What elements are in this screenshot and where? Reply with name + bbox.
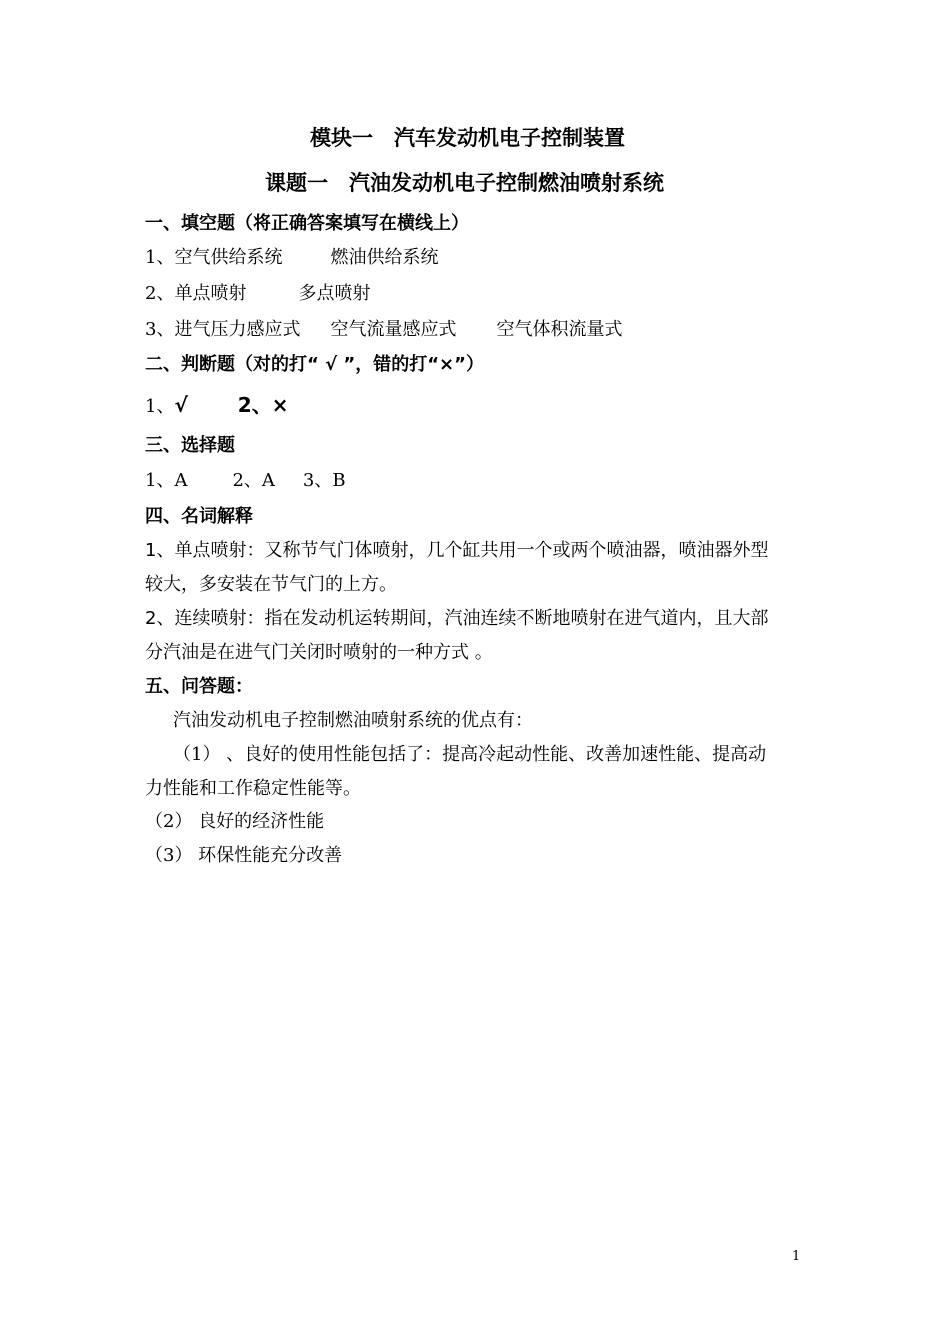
lesson-title: 课题一 汽油发动机电子控制燃油喷射系统 (265, 171, 664, 195)
section-fill-blank-heading: 一、填空题（将正确答案填写在横线上） (145, 213, 469, 234)
answer-text: 2、单点喷射 (145, 283, 247, 304)
answer-text: 1、A (145, 470, 188, 491)
answer-text: 多点喷射 (298, 283, 371, 304)
answer-text: 1、 (145, 396, 175, 417)
module-title: 模块一 汽车发动机电子控制装置 (310, 126, 625, 150)
answer-text: 空气流量感应式 (330, 319, 457, 340)
choice-answers (145, 469, 346, 493)
fill-blank-answer-3 (145, 318, 622, 342)
check-mark: √ (174, 393, 188, 417)
answer-text: 3、进气压力感应式 (145, 319, 301, 340)
answer-text: 2、× (237, 393, 289, 417)
qa-item-1-line-2: 力性能和工作稳定性能等。 (145, 778, 361, 799)
term-1-line-2: 较大，多安装在节气门的上方。 (145, 574, 397, 595)
section-terms-heading: 四、名词解释 (145, 506, 253, 527)
answer-text: 2、A (232, 470, 275, 491)
term-2-line-1: 2、连续喷射：指在发动机运转期间，汽油连续不断地喷射在进气道内，且大部 (145, 608, 769, 629)
section-qa-heading: 五、问答题： (145, 676, 253, 697)
term-1-line-1: 1、单点喷射：又称节气门体喷射，几个缸共用一个或两个喷油器，喷油器外型 (145, 540, 769, 561)
qa-intro: 汽油发动机电子控制燃油喷射系统的优点有： (173, 710, 533, 731)
answer-text: 1、空气供给系统 (145, 247, 283, 268)
qa-item-2: （2） 良好的经济性能 (145, 811, 325, 832)
page-number: 1 (792, 1249, 801, 1264)
section-true-false-heading: 二、判断题（对的打“ √ ”，错的打“×”） (145, 354, 484, 375)
answer-text: 燃油供给系统 (330, 247, 439, 268)
qa-item-1-line-1: （1） 、良好的使用性能包括了：提高冷起动性能、改善加速性能、提高动 (173, 744, 767, 765)
section-choice-heading: 三、选择题 (145, 435, 235, 456)
qa-item-3: （3） 环保性能充分改善 (145, 845, 343, 866)
term-2-line-2: 分汽油是在进气门关闭时喷射的一种方式 。 (145, 642, 493, 663)
fill-blank-answer-1 (145, 246, 438, 270)
true-false-answers (145, 393, 288, 419)
fill-blank-answer-2 (145, 282, 370, 306)
answer-text: 空气体积流量式 (496, 319, 623, 340)
answer-text: 3、B (302, 470, 346, 491)
